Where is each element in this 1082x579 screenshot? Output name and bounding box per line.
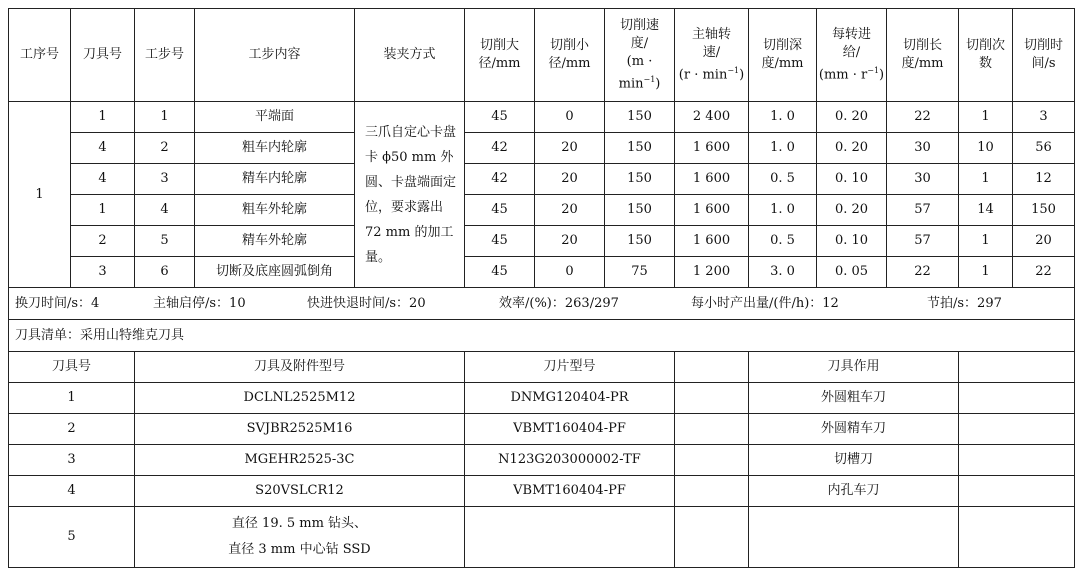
op-feed: 0. 10 [817, 164, 887, 195]
op-speed: 150 [605, 195, 675, 226]
hdr-step: 工步号 [135, 9, 195, 102]
summary-tool-change: 换刀时间/s：4 [15, 295, 100, 311]
op-speed: 150 [605, 133, 675, 164]
tool-function: 内孔车刀 [749, 476, 959, 507]
hdr-speed-a: 切削速 度/ [619, 17, 659, 51]
op-passes: 10 [959, 133, 1013, 164]
op-dmin: 20 [535, 195, 605, 226]
op-row [9, 195, 1075, 226]
op-time: 56 [1013, 133, 1075, 164]
tool-row [9, 445, 1075, 476]
tool-function: 外圆精车刀 [749, 414, 959, 445]
op-length: 57 [887, 226, 959, 257]
op-step: 2 [135, 133, 195, 164]
op-length: 57 [887, 195, 959, 226]
summary-rapid: 快进快退时间/s：20 [307, 295, 426, 311]
tool-function: 外圆粗车刀 [749, 383, 959, 414]
op-row [9, 226, 1075, 257]
tool-blank [675, 383, 749, 414]
op-time: 3 [1013, 102, 1075, 133]
op-feed: 0. 20 [817, 133, 887, 164]
op-speed: 150 [605, 164, 675, 195]
op-length: 30 [887, 133, 959, 164]
hdr-feed-a: 每转进 给/ [831, 26, 871, 60]
tool-no: 5 [9, 507, 135, 568]
op-tool: 4 [71, 164, 135, 195]
hdr-dmin: 切削小 径/mm [535, 9, 605, 102]
tool-holder: DCLNL2525M12 [135, 383, 465, 414]
hdr-spindle-b: (r · min [678, 67, 728, 83]
hdr-feed [817, 9, 887, 102]
op-dmin: 20 [535, 133, 605, 164]
op-row [9, 133, 1075, 164]
op-row [9, 102, 1075, 133]
op-time: 12 [1013, 164, 1075, 195]
tool-blank [675, 476, 749, 507]
op-spindle: 1 600 [675, 195, 749, 226]
op-dmin: 0 [535, 257, 605, 288]
op-speed: 150 [605, 226, 675, 257]
clamp-method: 三爪自定心卡盘卡 ϕ50 mm 外圆、卡盘端面定位，要求露出 72 mm 的加工量。 [355, 102, 465, 288]
op-dmax: 45 [465, 257, 535, 288]
tool-hdr-no: 刀具号 [9, 352, 135, 383]
op-spindle: 2 400 [675, 102, 749, 133]
tool-insert: N123G203000002-TF [465, 445, 675, 476]
tool-row [9, 383, 1075, 414]
op-spindle: 1 600 [675, 226, 749, 257]
op-tool: 2 [71, 226, 135, 257]
hdr-dmax: 切削大 径/mm [465, 9, 535, 102]
hdr-spindle-sup: −1 [727, 65, 740, 75]
hdr-speed-sup: −1 [643, 74, 656, 84]
op-tool: 4 [71, 133, 135, 164]
op-content: 精车外轮廓 [195, 226, 355, 257]
tool-hdr-blank2 [959, 352, 1075, 383]
op-feed: 0. 05 [817, 257, 887, 288]
op-passes: 14 [959, 195, 1013, 226]
op-row [9, 164, 1075, 195]
tool-blank2 [959, 507, 1075, 568]
tool-no: 1 [9, 383, 135, 414]
tool-insert: DNMG120404-PR [465, 383, 675, 414]
op-depth: 1. 0 [749, 133, 817, 164]
op-content: 粗车外轮廓 [195, 195, 355, 226]
tool-list-title-row [9, 320, 1075, 352]
op-time: 20 [1013, 226, 1075, 257]
op-content: 平端面 [195, 102, 355, 133]
tool-holder: 直径 19. 5 mm 钻头、 直径 3 mm 中心钻 SSD [135, 507, 465, 568]
op-depth: 0. 5 [749, 164, 817, 195]
tool-hdr-blank [675, 352, 749, 383]
tool-no: 2 [9, 414, 135, 445]
op-dmax: 42 [465, 133, 535, 164]
hdr-spindle-close: ) [739, 67, 745, 83]
op-content: 精车内轮廓 [195, 164, 355, 195]
op-dmax: 42 [465, 164, 535, 195]
op-spindle: 1 600 [675, 164, 749, 195]
tool-list-title: 刀具清单：采用山特维克刀具 [9, 320, 1075, 352]
hdr-seq: 工序号 [9, 9, 71, 102]
tool-blank [675, 507, 749, 568]
tool-blank [675, 445, 749, 476]
op-passes: 1 [959, 257, 1013, 288]
hdr-spindle [675, 9, 749, 102]
op-speed: 75 [605, 257, 675, 288]
tool-header-row [9, 352, 1075, 383]
op-dmin: 0 [535, 102, 605, 133]
hdr-clamp: 装夹方式 [355, 9, 465, 102]
op-content: 切断及底座圆弧倒角 [195, 257, 355, 288]
op-tool: 1 [71, 195, 135, 226]
tool-holder: SVJBR2525M16 [135, 414, 465, 445]
op-dmax: 45 [465, 102, 535, 133]
tool-row [9, 507, 1075, 568]
op-passes: 1 [959, 164, 1013, 195]
hdr-tool: 刀具号 [71, 9, 135, 102]
hdr-spindle-a: 主轴转 速/ [691, 26, 731, 60]
op-depth: 1. 0 [749, 195, 817, 226]
op-content: 粗车内轮廓 [195, 133, 355, 164]
process-no: 1 [9, 102, 71, 288]
op-tool: 3 [71, 257, 135, 288]
tool-holder: S20VSLCR12 [135, 476, 465, 507]
tool-insert: VBMT160404-PF [465, 414, 675, 445]
tool-insert: VBMT160404-PF [465, 476, 675, 507]
tool-function: 切槽刀 [749, 445, 959, 476]
op-dmax: 45 [465, 226, 535, 257]
tool-hdr-function: 刀具作用 [749, 352, 959, 383]
op-step: 3 [135, 164, 195, 195]
tool-blank [675, 414, 749, 445]
op-step: 5 [135, 226, 195, 257]
op-tool: 1 [71, 102, 135, 133]
tool-hdr-holder: 刀具及附件型号 [135, 352, 465, 383]
op-speed: 150 [605, 102, 675, 133]
tool-holder: MGEHR2525-3C [135, 445, 465, 476]
op-step: 1 [135, 102, 195, 133]
tool-blank2 [959, 383, 1075, 414]
hdr-depth: 切削深 度/mm [749, 9, 817, 102]
op-time: 150 [1013, 195, 1075, 226]
summary-spindle-start: 主轴启停/s：10 [153, 295, 246, 311]
hdr-speed-b: (m · min [618, 53, 653, 92]
op-time: 22 [1013, 257, 1075, 288]
tool-hdr-insert: 刀片型号 [465, 352, 675, 383]
hdr-content: 工步内容 [195, 9, 355, 102]
tool-blank2 [959, 476, 1075, 507]
summary-efficiency: 效率/(%)：263/297 [499, 295, 619, 311]
tool-no: 3 [9, 445, 135, 476]
op-depth: 3. 0 [749, 257, 817, 288]
op-row [9, 257, 1075, 288]
op-length: 30 [887, 164, 959, 195]
op-step: 4 [135, 195, 195, 226]
tool-row [9, 476, 1075, 507]
tool-function [749, 507, 959, 568]
tool-blank2 [959, 445, 1075, 476]
op-step: 6 [135, 257, 195, 288]
hdr-length: 切削长 度/mm [887, 9, 959, 102]
op-dmin: 20 [535, 164, 605, 195]
op-feed: 0. 10 [817, 226, 887, 257]
op-depth: 0. 5 [749, 226, 817, 257]
summary-row [9, 288, 1075, 320]
hdr-feed-sup: −1 [867, 65, 880, 75]
summary-output: 每小时产出量/(件/h)：12 [691, 295, 839, 311]
summary-takt: 节拍/s：297 [927, 295, 1002, 311]
op-dmax: 45 [465, 195, 535, 226]
op-dmin: 20 [535, 226, 605, 257]
op-length: 22 [887, 257, 959, 288]
header-row [9, 9, 1075, 102]
op-depth: 1. 0 [749, 102, 817, 133]
hdr-passes: 切削次 数 [959, 9, 1013, 102]
op-feed: 0. 20 [817, 102, 887, 133]
tool-no: 4 [9, 476, 135, 507]
process-card-table [8, 8, 1075, 568]
op-passes: 1 [959, 226, 1013, 257]
op-spindle: 1 600 [675, 133, 749, 164]
hdr-speed [605, 9, 675, 102]
hdr-time: 切削时 间/s [1013, 9, 1075, 102]
hdr-feed-close: ) [879, 67, 885, 83]
op-passes: 1 [959, 102, 1013, 133]
tool-blank2 [959, 414, 1075, 445]
tool-insert [465, 507, 675, 568]
summary-cell [9, 288, 1075, 320]
op-spindle: 1 200 [675, 257, 749, 288]
tool-row [9, 414, 1075, 445]
op-feed: 0. 20 [817, 195, 887, 226]
op-length: 22 [887, 102, 959, 133]
hdr-feed-b: (mm · r [818, 67, 868, 83]
hdr-speed-close: ) [655, 76, 661, 92]
